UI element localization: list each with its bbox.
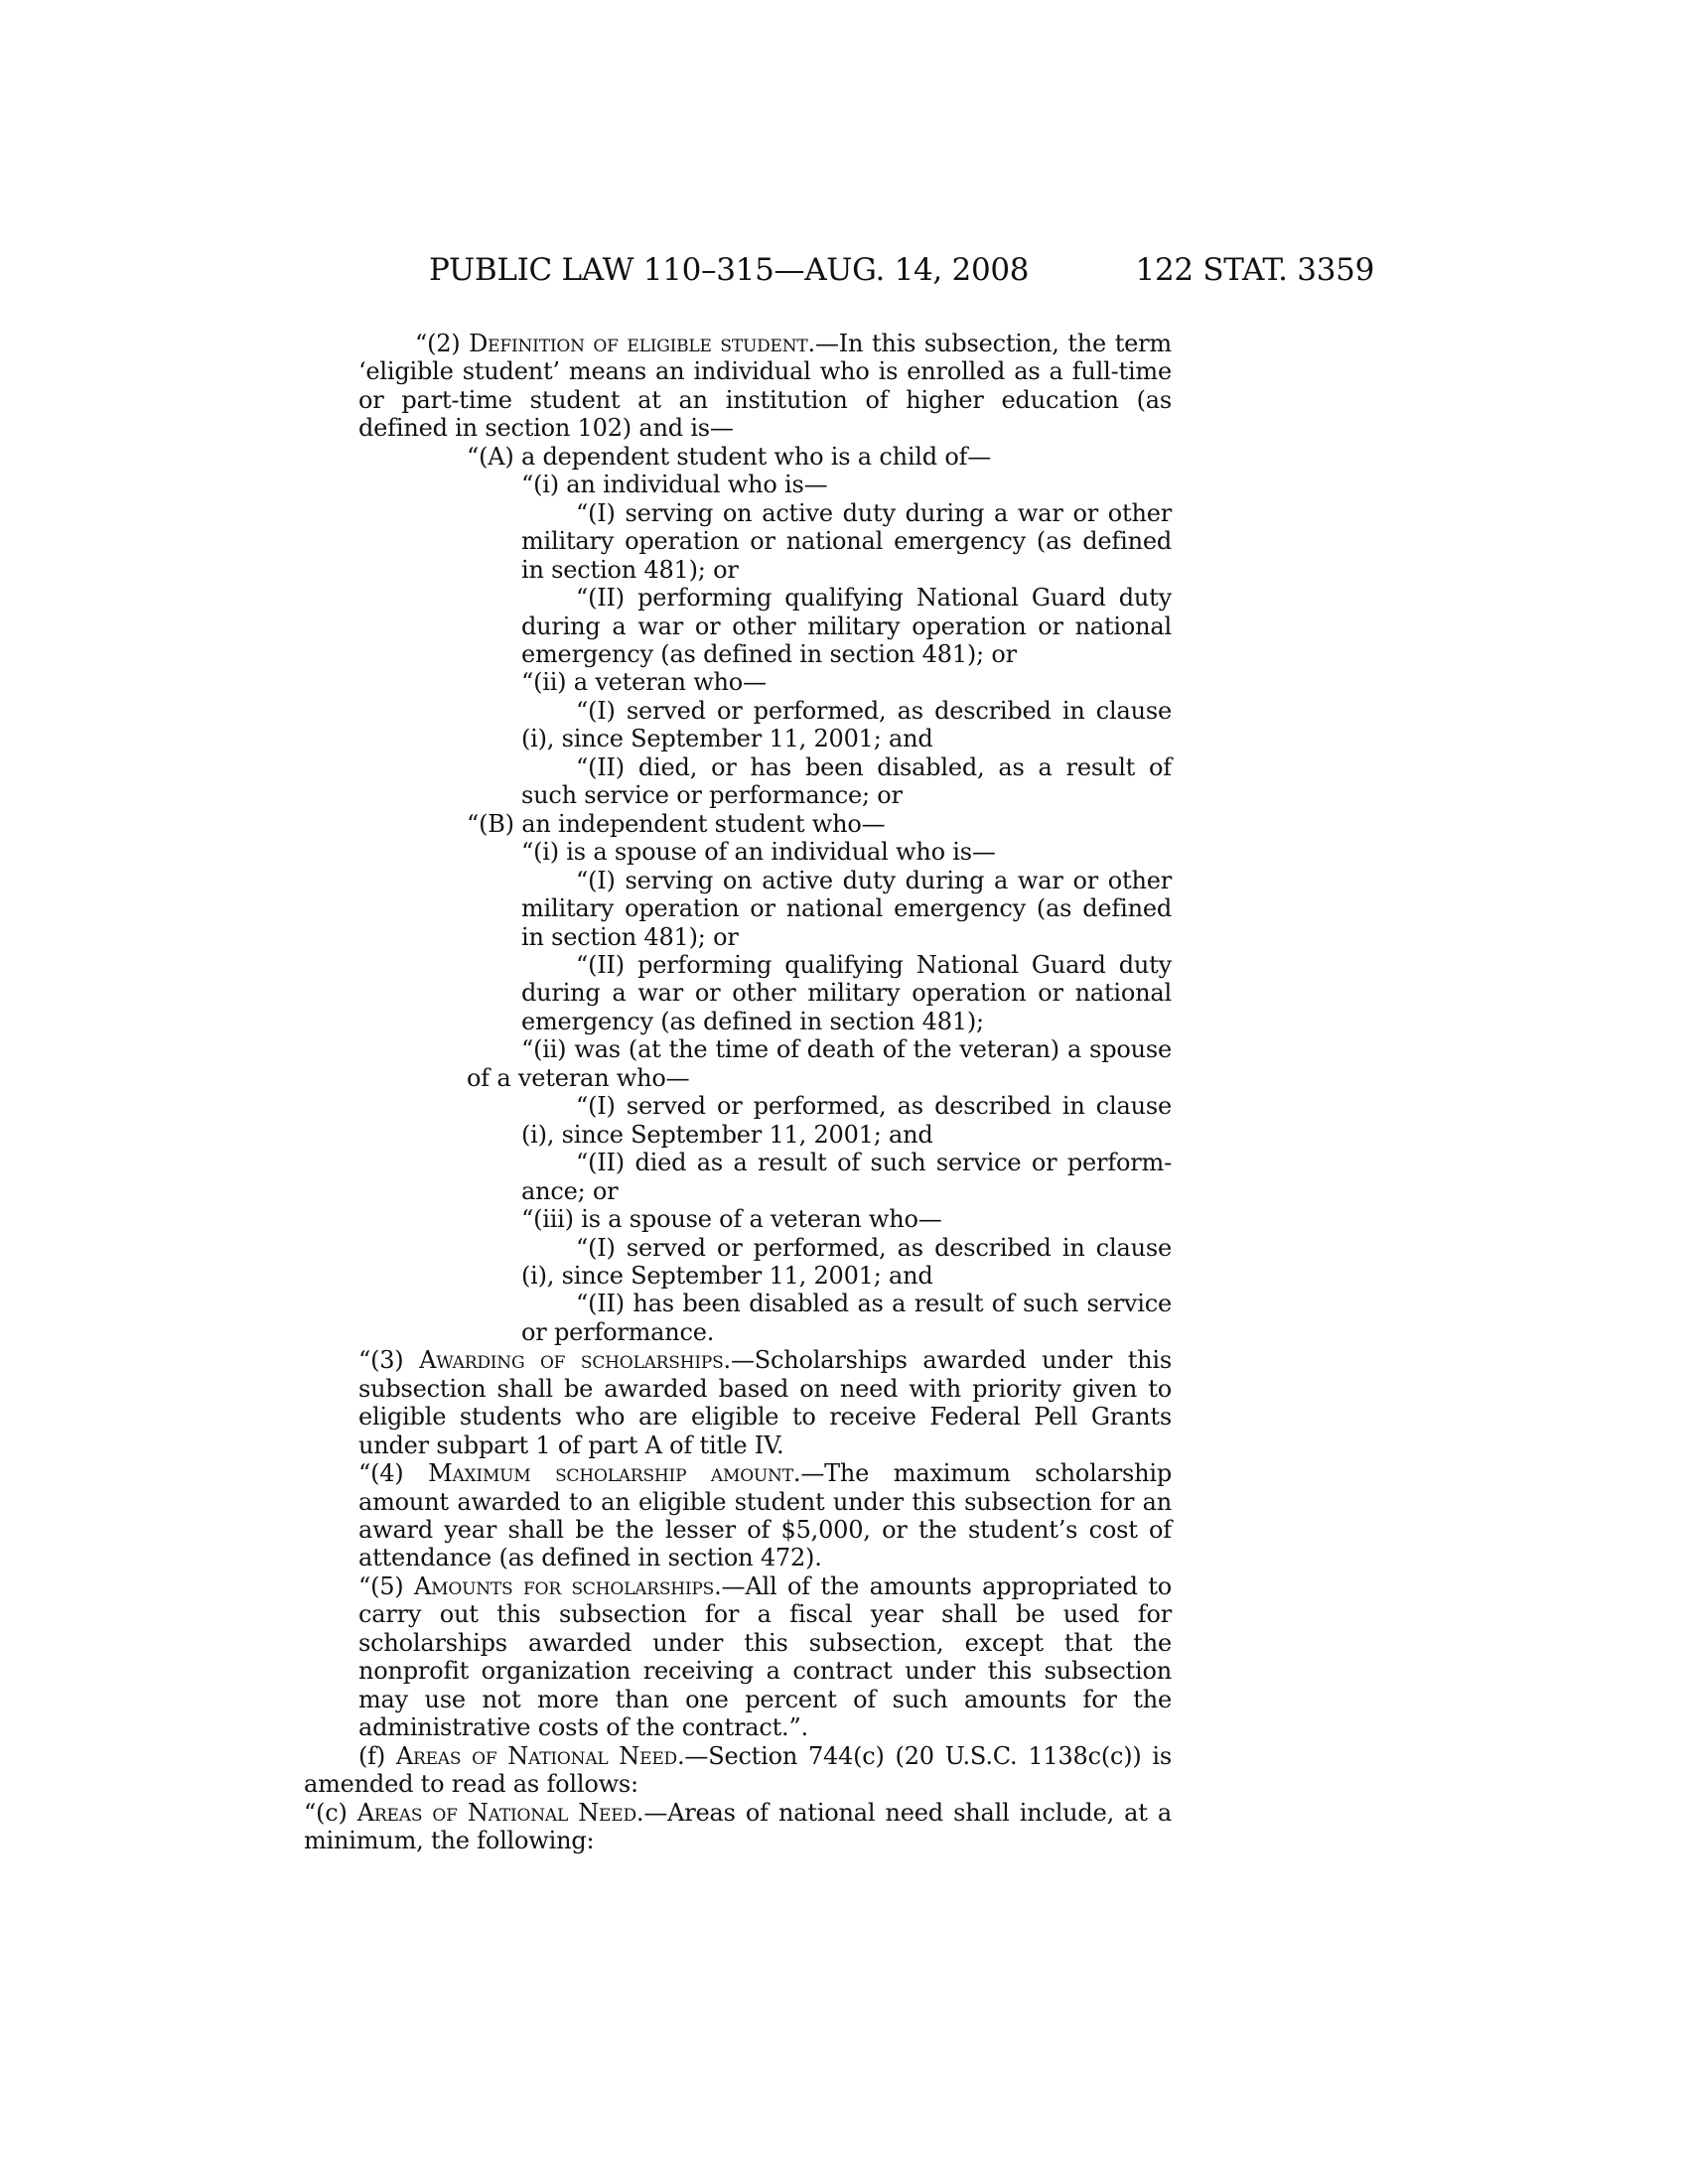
law-title: PUBLIC LAW 110–315—AUG. 14, 2008 <box>429 252 1030 288</box>
clause-b-ii-I-served: “(I) served or performed, as described in clause (i), since September 11, 2001; and <box>521 1092 1172 1149</box>
clause-a-ii-I-served: “(I) served or performed, as described in clause (i), since September 11, 2001; and <box>521 696 1172 753</box>
clause-b-i-II-national-guard: “(II) performing qualifying National Guard duty during a war or other military operation or national emergency (as defined in section 481); <box>521 950 1172 1035</box>
clause-b-independent-student: “(B) an independent student who— <box>467 809 886 838</box>
clause-b-i-I-active-duty: “(I) serving on active duty during a war or other military operation or national emergency (as defined in section 481); or <box>521 866 1172 951</box>
paragraph-awarding-of-scholarships: “(3) Awarding of scholarships.—Scholarships awarded under this subsection shall be awarded based on need with priority given to eligible students who are eligible to receive Federal Pell Grants under subpart 1 of part A of title IV. <box>358 1346 1173 1459</box>
subsection-c-areas-of-national-need: “(c) Areas of National Need.—Areas of national need shall include, at a minimum, the following: <box>304 1798 1172 1855</box>
paragraph-definition-eligible-student: “(2) Definition of eligible student.—In this subsection, the term ‘eligible student’ means an individual who is enrolled as a full-time or part-time student at an institution of higher education (as defined in section 102) and is— <box>358 330 1172 443</box>
clause-b-ii-II-died: “(II) died as a result of such service or perform- ance; or <box>521 1149 1172 1205</box>
paragraph-amounts-for-scholarships: “(5) Amounts for scholarships.—All of the amounts appropriated to carry out this subsection for a fiscal year shall be used for scholarships awarded under this subsection, except that the nonprofit organization receiving a contract under this subsection may use not more than one percent of such amounts for the administrative costs of the contract.”. <box>358 1571 1172 1742</box>
clause-b-iii-I-served: “(I) served or performed, as described in clause (i), since September 11, 2001; and <box>521 1233 1172 1290</box>
clause-a-i-individual: “(i) an individual who is— <box>521 471 828 499</box>
clause-b-iii-spouse-of-veteran: “(iii) is a spouse of a veteran who— <box>521 1205 942 1234</box>
clause-a-dependent-student: “(A) a dependent student who is a child of— <box>467 442 992 471</box>
clause-a-i-II-national-guard: “(II) performing qualifying National Guard duty during a war or other military operation or national emergency (as defined in section 481); or <box>521 584 1172 668</box>
clause-b-i-spouse: “(i) is a spouse of an individual who is— <box>521 838 996 867</box>
subsection-f-areas-of-national-need: (f) Areas of National Need.—Section 744(c) (20 U.S.C. 1138c(c)) is amended to read as follows: <box>304 1741 1172 1799</box>
clause-b-iii-II-disabled: “(II) has been disabled as a result of such service or performance. <box>521 1290 1172 1346</box>
statute-page-number: 122 STAT. 3359 <box>1135 252 1374 288</box>
body-text <box>304 330 1172 1854</box>
paragraph-maximum-scholarship-amount: “(4) Maximum scholarship amount.—The maximum scholarship amount awarded to an eligible student under this subsection for an award year shall be the lesser of $5,000, or the student’s cost of attendance (as defined in section 472). <box>358 1459 1172 1572</box>
clause-a-ii-II-died-or-disabled: “(II) died, or has been disabled, as a result of such service or performance; or <box>521 752 1172 810</box>
clause-b-ii-spouse-of-veteran: “(ii) was (at the time of death of the veteran) a spouse of a veteran who— <box>467 1035 1172 1092</box>
clause-a-i-I-active-duty: “(I) serving on active duty during a war or other military operation or national emergency (as defined in section 481); or <box>521 498 1172 584</box>
clause-a-ii-veteran: “(ii) a veteran who— <box>521 668 767 697</box>
